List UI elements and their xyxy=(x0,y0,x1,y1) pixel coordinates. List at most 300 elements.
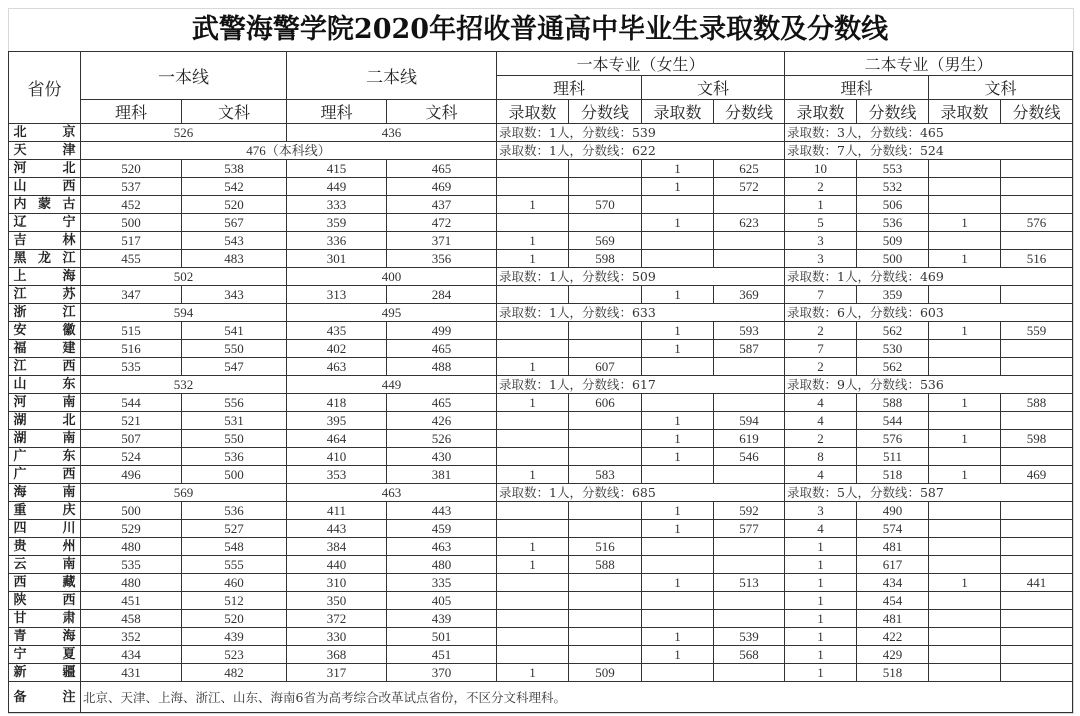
female-science-cutoff-cell xyxy=(569,592,642,610)
male-science-cutoff-cell: 576 xyxy=(857,430,929,448)
tier1-merged-cell: 502 xyxy=(81,268,287,286)
tier1-science-cell: 520 xyxy=(81,160,182,178)
lines-merged-cell: 476（本科线） xyxy=(81,142,497,160)
male-arts-admitted-cell xyxy=(929,178,1001,196)
tier1-science-cell: 507 xyxy=(81,430,182,448)
header-tier1-line: 一本线 xyxy=(81,52,287,100)
female-major-merged-cell: 录取数：1人，分数线：685 xyxy=(497,484,785,502)
tier2-science-cell: 368 xyxy=(287,646,387,664)
female-arts-cutoff-cell: 587 xyxy=(714,340,785,358)
table-row xyxy=(9,538,1073,556)
female-arts-cutoff-cell xyxy=(714,250,785,268)
male-science-admitted-cell: 7 xyxy=(785,286,857,304)
male-arts-cutoff-cell xyxy=(1001,232,1073,250)
tier2-arts-cell: 381 xyxy=(387,466,497,484)
tier1-arts-cell: 500 xyxy=(182,466,287,484)
tier1-science-cell: 529 xyxy=(81,520,182,538)
male-arts-cutoff-cell xyxy=(1001,610,1073,628)
male-major-merged-cell: 录取数：1人，分数线：469 xyxy=(785,268,1073,286)
male-science-cutoff-cell: 562 xyxy=(857,358,929,376)
tier1-science-cell: 535 xyxy=(81,556,182,574)
province-cell xyxy=(9,520,81,538)
male-arts-admitted-cell xyxy=(929,502,1001,520)
province-name: 内蒙古 xyxy=(13,197,76,212)
province-name: 青海 xyxy=(13,629,76,644)
note-label: 备注 xyxy=(9,682,81,713)
province-name: 山西 xyxy=(13,179,76,194)
female-arts-admitted-cell xyxy=(642,664,714,682)
province-cell xyxy=(9,268,81,286)
male-arts-cutoff-cell: 516 xyxy=(1001,250,1073,268)
female-arts-admitted-cell: 1 xyxy=(642,448,714,466)
tier2-merged-cell: 495 xyxy=(287,304,497,322)
female-arts-cutoff-cell: 568 xyxy=(714,646,785,664)
province-cell xyxy=(9,160,81,178)
male-arts-admitted-cell: 1 xyxy=(929,250,1001,268)
tier1-science-cell: 451 xyxy=(81,592,182,610)
province-cell xyxy=(9,574,81,592)
male-arts-cutoff-cell xyxy=(1001,286,1073,304)
tier2-science-cell: 359 xyxy=(287,214,387,232)
province-cell xyxy=(9,664,81,682)
tier1-science-cell: 496 xyxy=(81,466,182,484)
header-admitted: 录取数 xyxy=(497,100,569,124)
province-cell xyxy=(9,196,81,214)
header-female-major: 一本专业（女生） xyxy=(497,52,785,76)
table-row xyxy=(9,268,1073,286)
tier1-science-cell: 434 xyxy=(81,646,182,664)
tier1-arts-cell: 523 xyxy=(182,646,287,664)
province-cell xyxy=(9,322,81,340)
male-science-cutoff-cell: 481 xyxy=(857,610,929,628)
province-cell xyxy=(9,178,81,196)
male-arts-admitted-cell xyxy=(929,412,1001,430)
table-row xyxy=(9,448,1073,466)
tier2-arts-cell: 499 xyxy=(387,322,497,340)
tier1-arts-cell: 512 xyxy=(182,592,287,610)
tier2-science-cell: 449 xyxy=(287,178,387,196)
province-name: 北京 xyxy=(13,125,76,140)
male-science-admitted-cell: 2 xyxy=(785,430,857,448)
male-science-admitted-cell: 1 xyxy=(785,574,857,592)
female-arts-admitted-cell xyxy=(642,592,714,610)
header-admitted: 录取数 xyxy=(642,100,714,124)
tier1-arts-cell: 520 xyxy=(182,610,287,628)
province-name: 陕西 xyxy=(13,593,76,608)
header-admitted: 录取数 xyxy=(929,100,1001,124)
table-row xyxy=(9,484,1073,502)
female-arts-cutoff-cell: 513 xyxy=(714,574,785,592)
province-name: 宁夏 xyxy=(13,647,76,662)
province-cell xyxy=(9,430,81,448)
male-major-merged-cell: 录取数：5人，分数线：587 xyxy=(785,484,1073,502)
female-major-merged-cell: 录取数：1人，分数线：617 xyxy=(497,376,785,394)
province-name: 安徽 xyxy=(13,323,76,338)
header-male-arts: 文科 xyxy=(929,76,1073,100)
table-body xyxy=(9,124,1073,682)
female-science-cutoff-cell xyxy=(569,214,642,232)
tier2-arts-cell: 501 xyxy=(387,628,497,646)
tier1-arts-cell: 536 xyxy=(182,502,287,520)
female-science-admitted-cell xyxy=(497,430,569,448)
female-arts-cutoff-cell xyxy=(714,466,785,484)
province-name: 天津 xyxy=(13,143,76,158)
table-row xyxy=(9,286,1073,304)
tier2-science-cell: 313 xyxy=(287,286,387,304)
tier2-arts-cell: 451 xyxy=(387,646,497,664)
female-science-admitted-cell xyxy=(497,286,569,304)
female-science-admitted-cell xyxy=(497,214,569,232)
province-cell xyxy=(9,592,81,610)
female-arts-cutoff-cell: 619 xyxy=(714,430,785,448)
female-science-cutoff-cell: 588 xyxy=(569,556,642,574)
table-row xyxy=(9,430,1073,448)
female-science-admitted-cell: 1 xyxy=(497,556,569,574)
tier2-science-cell: 353 xyxy=(287,466,387,484)
male-arts-cutoff-cell xyxy=(1001,520,1073,538)
male-major-merged-cell: 录取数：7人，分数线：524 xyxy=(785,142,1073,160)
male-arts-cutoff-cell: 469 xyxy=(1001,466,1073,484)
male-arts-cutoff-cell xyxy=(1001,502,1073,520)
tier1-science-cell: 524 xyxy=(81,448,182,466)
province-cell xyxy=(9,628,81,646)
tier2-arts-cell: 439 xyxy=(387,610,497,628)
province-name: 浙江 xyxy=(13,305,76,320)
province-cell xyxy=(9,376,81,394)
tier1-science-cell: 458 xyxy=(81,610,182,628)
table-row xyxy=(9,520,1073,538)
female-science-admitted-cell xyxy=(497,448,569,466)
male-arts-admitted-cell xyxy=(929,520,1001,538)
tier2-science-cell: 350 xyxy=(287,592,387,610)
female-arts-cutoff-cell: 369 xyxy=(714,286,785,304)
male-science-admitted-cell: 4 xyxy=(785,520,857,538)
female-arts-admitted-cell xyxy=(642,610,714,628)
province-cell xyxy=(9,394,81,412)
tier1-science-cell: 500 xyxy=(81,214,182,232)
female-arts-admitted-cell: 1 xyxy=(642,646,714,664)
admission-table xyxy=(8,51,1073,713)
tier1-science-cell: 537 xyxy=(81,178,182,196)
note-text: 北京、天津、上海、浙江、山东、海南6省为高考综合改革试点省份，不区分文科理科。 xyxy=(81,682,1073,713)
female-science-admitted-cell: 1 xyxy=(497,250,569,268)
province-cell xyxy=(9,646,81,664)
male-science-cutoff-cell: 500 xyxy=(857,250,929,268)
tier2-science-cell: 440 xyxy=(287,556,387,574)
table-row xyxy=(9,124,1073,142)
female-arts-admitted-cell xyxy=(642,196,714,214)
male-arts-admitted-cell xyxy=(929,340,1001,358)
female-science-admitted-cell xyxy=(497,160,569,178)
female-arts-cutoff-cell xyxy=(714,358,785,376)
female-science-cutoff-cell xyxy=(569,430,642,448)
header-cutoff: 分数线 xyxy=(857,100,929,124)
tier1-science-cell: 347 xyxy=(81,286,182,304)
male-arts-cutoff-cell xyxy=(1001,664,1073,682)
male-science-cutoff-cell: 509 xyxy=(857,232,929,250)
male-science-admitted-cell: 2 xyxy=(785,322,857,340)
female-arts-cutoff-cell xyxy=(714,556,785,574)
male-science-admitted-cell: 3 xyxy=(785,502,857,520)
tier1-science-cell: 455 xyxy=(81,250,182,268)
tier1-arts-cell: 548 xyxy=(182,538,287,556)
male-science-admitted-cell: 1 xyxy=(785,628,857,646)
tier2-science-cell: 410 xyxy=(287,448,387,466)
female-arts-admitted-cell xyxy=(642,358,714,376)
tier2-science-cell: 402 xyxy=(287,340,387,358)
tier1-science-cell: 535 xyxy=(81,358,182,376)
tier1-science-cell: 517 xyxy=(81,232,182,250)
male-arts-cutoff-cell: 588 xyxy=(1001,394,1073,412)
female-science-cutoff-cell xyxy=(569,340,642,358)
table-row xyxy=(9,250,1073,268)
tier2-arts-cell: 472 xyxy=(387,214,497,232)
table-row xyxy=(9,214,1073,232)
female-arts-admitted-cell: 1 xyxy=(642,412,714,430)
tier2-arts-cell: 465 xyxy=(387,160,497,178)
female-science-admitted-cell: 1 xyxy=(497,358,569,376)
table-row xyxy=(9,376,1073,394)
tier1-arts-cell: 482 xyxy=(182,664,287,682)
province-cell xyxy=(9,556,81,574)
female-science-admitted-cell: 1 xyxy=(497,538,569,556)
province-cell xyxy=(9,610,81,628)
female-arts-admitted-cell: 1 xyxy=(642,214,714,232)
female-arts-admitted-cell: 1 xyxy=(642,520,714,538)
female-science-admitted-cell: 1 xyxy=(497,466,569,484)
province-name: 甘肃 xyxy=(13,611,76,626)
province-name: 黑龙江 xyxy=(13,251,76,266)
table-row xyxy=(9,304,1073,322)
tier1-arts-cell: 550 xyxy=(182,430,287,448)
province-name: 河北 xyxy=(13,161,76,176)
province-cell xyxy=(9,214,81,232)
tier2-arts-cell: 430 xyxy=(387,448,497,466)
tier1-arts-cell: 543 xyxy=(182,232,287,250)
province-name: 辽宁 xyxy=(13,215,76,230)
female-science-cutoff-cell: 570 xyxy=(569,196,642,214)
tier2-science-cell: 301 xyxy=(287,250,387,268)
header-cutoff: 分数线 xyxy=(1001,100,1073,124)
male-arts-cutoff-cell xyxy=(1001,160,1073,178)
female-science-cutoff-cell: 569 xyxy=(569,232,642,250)
province-name: 湖南 xyxy=(13,431,76,446)
table-row xyxy=(9,502,1073,520)
table-row xyxy=(9,610,1073,628)
table-row xyxy=(9,574,1073,592)
female-science-admitted-cell xyxy=(497,592,569,610)
female-science-admitted-cell xyxy=(497,520,569,538)
male-arts-admitted-cell xyxy=(929,628,1001,646)
header-female-science: 理科 xyxy=(497,76,642,100)
tier2-arts-cell: 405 xyxy=(387,592,497,610)
male-arts-admitted-cell xyxy=(929,646,1001,664)
male-science-admitted-cell: 3 xyxy=(785,250,857,268)
male-science-cutoff-cell: 518 xyxy=(857,466,929,484)
table-row xyxy=(9,628,1073,646)
male-arts-cutoff-cell xyxy=(1001,556,1073,574)
province-name: 河南 xyxy=(13,395,76,410)
tier1-arts-cell: 556 xyxy=(182,394,287,412)
male-major-merged-cell: 录取数：6人，分数线：603 xyxy=(785,304,1073,322)
female-arts-admitted-cell xyxy=(642,556,714,574)
male-science-admitted-cell: 4 xyxy=(785,394,857,412)
male-arts-cutoff-cell xyxy=(1001,592,1073,610)
female-science-admitted-cell: 1 xyxy=(497,196,569,214)
female-science-cutoff-cell: 509 xyxy=(569,664,642,682)
header-admitted: 录取数 xyxy=(785,100,857,124)
tier2-arts-cell: 465 xyxy=(387,394,497,412)
tier2-arts-cell: 488 xyxy=(387,358,497,376)
male-science-admitted-cell: 4 xyxy=(785,412,857,430)
male-arts-admitted-cell xyxy=(929,358,1001,376)
tier2-arts-cell: 526 xyxy=(387,430,497,448)
province-name: 山东 xyxy=(13,377,76,392)
male-science-admitted-cell: 5 xyxy=(785,214,857,232)
male-arts-admitted-cell xyxy=(929,592,1001,610)
tier1-arts-cell: 520 xyxy=(182,196,287,214)
tier1-arts-cell: 541 xyxy=(182,322,287,340)
female-major-merged-cell: 录取数：1人，分数线：539 xyxy=(497,124,785,142)
male-science-cutoff-cell: 490 xyxy=(857,502,929,520)
province-name: 吉林 xyxy=(13,233,76,248)
province-name: 广东 xyxy=(13,449,76,464)
province-name: 湖北 xyxy=(13,413,76,428)
province-cell xyxy=(9,358,81,376)
female-science-cutoff-cell xyxy=(569,286,642,304)
tier1-science-cell: 515 xyxy=(81,322,182,340)
male-science-cutoff-cell: 553 xyxy=(857,160,929,178)
male-science-cutoff-cell: 574 xyxy=(857,520,929,538)
province-cell xyxy=(9,340,81,358)
tier1-merged-cell: 594 xyxy=(81,304,287,322)
female-arts-cutoff-cell xyxy=(714,232,785,250)
female-science-cutoff-cell xyxy=(569,178,642,196)
tier1-science-cell: 521 xyxy=(81,412,182,430)
female-science-cutoff-cell xyxy=(569,628,642,646)
female-arts-cutoff-cell: 592 xyxy=(714,502,785,520)
female-science-cutoff-cell xyxy=(569,412,642,430)
province-cell xyxy=(9,466,81,484)
province-cell xyxy=(9,484,81,502)
tier2-arts-cell: 480 xyxy=(387,556,497,574)
female-arts-admitted-cell xyxy=(642,394,714,412)
tier2-merged-cell: 400 xyxy=(287,268,497,286)
female-arts-admitted-cell xyxy=(642,250,714,268)
tier1-science-cell: 452 xyxy=(81,196,182,214)
male-science-admitted-cell: 1 xyxy=(785,664,857,682)
female-arts-admitted-cell: 1 xyxy=(642,322,714,340)
male-science-cutoff-cell: 454 xyxy=(857,592,929,610)
tier1-arts-cell: 538 xyxy=(182,160,287,178)
female-science-cutoff-cell: 583 xyxy=(569,466,642,484)
female-arts-admitted-cell: 1 xyxy=(642,430,714,448)
table-row xyxy=(9,160,1073,178)
male-arts-cutoff-cell xyxy=(1001,628,1073,646)
tier1-arts-cell: 527 xyxy=(182,520,287,538)
tier1-merged-cell: 526 xyxy=(81,124,287,142)
header-tier2-science: 理科 xyxy=(287,100,387,124)
tier2-merged-cell: 463 xyxy=(287,484,497,502)
tier1-arts-cell: 550 xyxy=(182,340,287,358)
tier1-science-cell: 431 xyxy=(81,664,182,682)
province-name: 贵州 xyxy=(13,539,76,554)
tier2-science-cell: 415 xyxy=(287,160,387,178)
male-arts-cutoff-cell xyxy=(1001,538,1073,556)
tier2-arts-cell: 370 xyxy=(387,664,497,682)
header-cutoff: 分数线 xyxy=(714,100,785,124)
female-science-admitted-cell xyxy=(497,628,569,646)
tier2-science-cell: 411 xyxy=(287,502,387,520)
tier2-science-cell: 372 xyxy=(287,610,387,628)
male-major-merged-cell: 录取数：3人，分数线：465 xyxy=(785,124,1073,142)
female-arts-cutoff-cell xyxy=(714,196,785,214)
tier2-science-cell: 310 xyxy=(287,574,387,592)
tier2-science-cell: 333 xyxy=(287,196,387,214)
tier2-arts-cell: 284 xyxy=(387,286,497,304)
province-name: 福建 xyxy=(13,341,76,356)
table-row xyxy=(9,358,1073,376)
province-name: 西藏 xyxy=(13,575,76,590)
tier1-arts-cell: 547 xyxy=(182,358,287,376)
province-name: 江西 xyxy=(13,359,76,374)
table-row xyxy=(9,142,1073,160)
tier1-science-cell: 480 xyxy=(81,574,182,592)
male-arts-admitted-cell xyxy=(929,556,1001,574)
tier1-arts-cell: 567 xyxy=(182,214,287,232)
female-arts-admitted-cell xyxy=(642,466,714,484)
table-row xyxy=(9,664,1073,682)
document-title: 武警海警学院2020年招收普通高中毕业生录取数及分数线 xyxy=(191,14,889,45)
male-arts-admitted-cell: 1 xyxy=(929,574,1001,592)
female-arts-admitted-cell xyxy=(642,538,714,556)
female-science-cutoff-cell xyxy=(569,574,642,592)
male-arts-admitted-cell: 1 xyxy=(929,214,1001,232)
tier2-science-cell: 384 xyxy=(287,538,387,556)
male-science-cutoff-cell: 429 xyxy=(857,646,929,664)
table-row xyxy=(9,556,1073,574)
header-cutoff: 分数线 xyxy=(569,100,642,124)
tier1-arts-cell: 343 xyxy=(182,286,287,304)
female-science-cutoff-cell: 606 xyxy=(569,394,642,412)
male-science-cutoff-cell: 532 xyxy=(857,178,929,196)
male-science-admitted-cell: 1 xyxy=(785,556,857,574)
male-arts-admitted-cell: 1 xyxy=(929,430,1001,448)
male-arts-cutoff-cell xyxy=(1001,196,1073,214)
male-arts-cutoff-cell xyxy=(1001,448,1073,466)
tier2-science-cell: 330 xyxy=(287,628,387,646)
male-arts-admitted-cell: 1 xyxy=(929,322,1001,340)
female-science-admitted-cell xyxy=(497,322,569,340)
male-arts-cutoff-cell xyxy=(1001,358,1073,376)
female-arts-cutoff-cell xyxy=(714,538,785,556)
female-science-cutoff-cell xyxy=(569,520,642,538)
female-arts-cutoff-cell: 546 xyxy=(714,448,785,466)
header-male-science: 理科 xyxy=(785,76,929,100)
province-cell xyxy=(9,448,81,466)
tier1-science-cell: 352 xyxy=(81,628,182,646)
table-row xyxy=(9,232,1073,250)
province-name: 广西 xyxy=(13,467,76,482)
male-science-admitted-cell: 3 xyxy=(785,232,857,250)
male-science-cutoff-cell: 536 xyxy=(857,214,929,232)
table-row xyxy=(9,340,1073,358)
female-science-admitted-cell: 1 xyxy=(497,232,569,250)
female-major-merged-cell: 录取数：1人，分数线：622 xyxy=(497,142,785,160)
male-science-admitted-cell: 7 xyxy=(785,340,857,358)
province-cell xyxy=(9,250,81,268)
male-arts-cutoff-cell xyxy=(1001,646,1073,664)
